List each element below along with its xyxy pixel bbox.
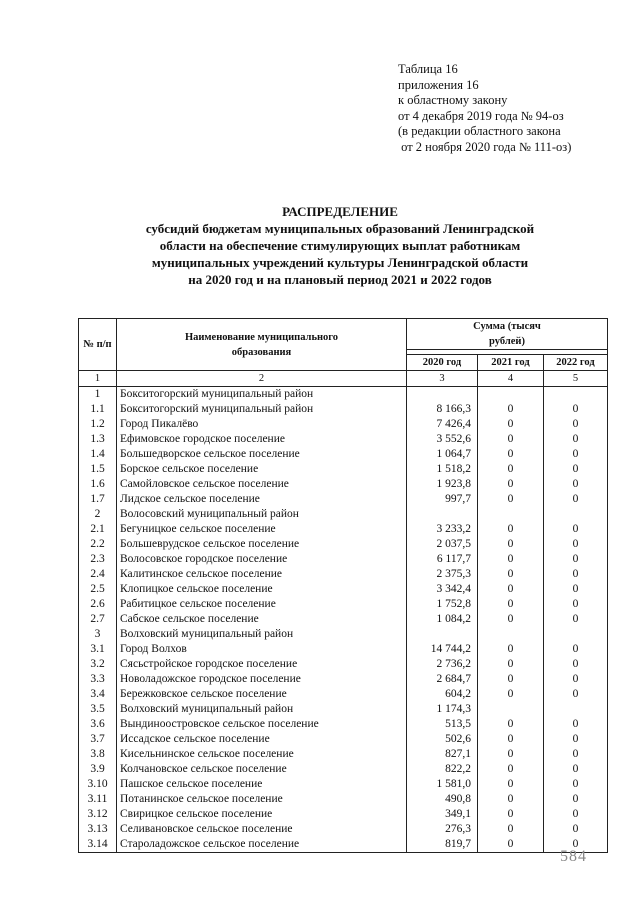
row-value-2022: 0 bbox=[544, 717, 608, 732]
row-value-2022: 0 bbox=[544, 492, 608, 507]
row-value-2022: 0 bbox=[544, 582, 608, 597]
row-value-2022: 0 bbox=[544, 522, 608, 537]
document-header bbox=[398, 62, 571, 156]
col-header-2020: 2020 год bbox=[407, 355, 478, 371]
row-value-2020: 1 518,2 bbox=[407, 462, 478, 477]
col-header-name: Наименование муниципального образования bbox=[117, 319, 407, 371]
table-row bbox=[79, 642, 608, 657]
col-number: 3 bbox=[407, 371, 478, 387]
row-value-2020 bbox=[407, 627, 478, 642]
row-value-2020: 997,7 bbox=[407, 492, 478, 507]
row-value-2022: 0 bbox=[544, 447, 608, 462]
table-row bbox=[79, 492, 608, 507]
row-name: Кисельнинское сельское поселение bbox=[117, 747, 407, 762]
row-name: Пашское сельское поселение bbox=[117, 777, 407, 792]
row-number: 1.1 bbox=[79, 402, 117, 417]
table-row bbox=[79, 597, 608, 612]
row-number: 3.3 bbox=[79, 672, 117, 687]
row-value-2020: 490,8 bbox=[407, 792, 478, 807]
row-name: Город Пикалёво bbox=[117, 417, 407, 432]
table-row bbox=[79, 522, 608, 537]
row-value-2021: 0 bbox=[478, 732, 544, 747]
col-number: 5 bbox=[544, 371, 608, 387]
title-line: области на обеспечение стимулирующих выплат работникам bbox=[159, 238, 521, 253]
row-name: Большеврудское сельское поселение bbox=[117, 537, 407, 552]
row-value-2021: 0 bbox=[478, 462, 544, 477]
row-value-2020: 1 581,0 bbox=[407, 777, 478, 792]
row-name: Колчановское сельское поселение bbox=[117, 762, 407, 777]
row-name: Бегуницкое сельское поселение bbox=[117, 522, 407, 537]
row-value-2021: 0 bbox=[478, 417, 544, 432]
row-name: Новоладожское городское поселение bbox=[117, 672, 407, 687]
col-header-2021: 2021 год bbox=[478, 355, 544, 371]
row-number: 3.5 bbox=[79, 702, 117, 717]
col-number: 2 bbox=[117, 371, 407, 387]
row-value-2021: 0 bbox=[478, 582, 544, 597]
row-number: 2.4 bbox=[79, 567, 117, 582]
row-value-2022: 0 bbox=[544, 837, 608, 853]
row-value-2021: 0 bbox=[478, 432, 544, 447]
row-value-2021 bbox=[478, 507, 544, 522]
row-number: 2.7 bbox=[79, 612, 117, 627]
row-number: 2.2 bbox=[79, 537, 117, 552]
row-name: Иссадское сельское поселение bbox=[117, 732, 407, 747]
table-row bbox=[79, 552, 608, 567]
row-value-2020: 7 426,4 bbox=[407, 417, 478, 432]
page-stamp: 584 bbox=[560, 848, 587, 865]
row-value-2020: 604,2 bbox=[407, 687, 478, 702]
row-value-2021: 0 bbox=[478, 492, 544, 507]
row-name: Сясьстройское городское поселение bbox=[117, 657, 407, 672]
row-name: Сабское сельское поселение bbox=[117, 612, 407, 627]
row-number: 3.14 bbox=[79, 837, 117, 853]
row-value-2020: 502,6 bbox=[407, 732, 478, 747]
table-row bbox=[79, 627, 608, 642]
table-body bbox=[79, 387, 608, 853]
row-name: Бережковское сельское поселение bbox=[117, 687, 407, 702]
title-line: РАСПРЕДЕЛЕНИЕ bbox=[282, 204, 398, 219]
row-name: Свирицкое сельское поселение bbox=[117, 807, 407, 822]
row-value-2022 bbox=[544, 702, 608, 717]
row-value-2020: 3 233,2 bbox=[407, 522, 478, 537]
row-number: 3.13 bbox=[79, 822, 117, 837]
table-row bbox=[79, 702, 608, 717]
row-value-2022: 0 bbox=[544, 807, 608, 822]
row-number: 3.1 bbox=[79, 642, 117, 657]
table-row bbox=[79, 417, 608, 432]
row-number: 2.1 bbox=[79, 522, 117, 537]
row-value-2020: 827,1 bbox=[407, 747, 478, 762]
row-value-2020: 513,5 bbox=[407, 717, 478, 732]
row-name: Волосовское городское поселение bbox=[117, 552, 407, 567]
row-number: 1.4 bbox=[79, 447, 117, 462]
row-value-2022: 0 bbox=[544, 432, 608, 447]
row-value-2021: 0 bbox=[478, 672, 544, 687]
row-value-2022: 0 bbox=[544, 612, 608, 627]
table-row bbox=[79, 657, 608, 672]
row-value-2021: 0 bbox=[478, 687, 544, 702]
col-header-2022: 2022 год bbox=[544, 355, 608, 371]
row-value-2021 bbox=[478, 627, 544, 642]
row-number: 2.6 bbox=[79, 597, 117, 612]
table-row bbox=[79, 447, 608, 462]
table-row bbox=[79, 807, 608, 822]
row-value-2022: 0 bbox=[544, 777, 608, 792]
row-value-2020: 1 084,2 bbox=[407, 612, 478, 627]
row-name: Волховский муниципальный район bbox=[117, 702, 407, 717]
table-row bbox=[79, 507, 608, 522]
table-row bbox=[79, 732, 608, 747]
row-value-2022: 0 bbox=[544, 732, 608, 747]
row-value-2020 bbox=[407, 387, 478, 403]
row-value-2021: 0 bbox=[478, 807, 544, 822]
row-name: Рабитицкое сельское поселение bbox=[117, 597, 407, 612]
row-number: 3.6 bbox=[79, 717, 117, 732]
table-row bbox=[79, 762, 608, 777]
row-number: 3.4 bbox=[79, 687, 117, 702]
row-name: Борское сельское поселение bbox=[117, 462, 407, 477]
row-value-2020: 2 375,3 bbox=[407, 567, 478, 582]
row-value-2021: 0 bbox=[478, 597, 544, 612]
row-value-2022: 0 bbox=[544, 792, 608, 807]
row-value-2021: 0 bbox=[478, 642, 544, 657]
row-value-2021: 0 bbox=[478, 612, 544, 627]
row-value-2020: 822,2 bbox=[407, 762, 478, 777]
row-value-2022: 0 bbox=[544, 642, 608, 657]
table-row bbox=[79, 567, 608, 582]
table-row bbox=[79, 477, 608, 492]
row-value-2022: 0 bbox=[544, 537, 608, 552]
row-number: 1 bbox=[79, 387, 117, 403]
row-name: Клопицкое сельское поселение bbox=[117, 582, 407, 597]
row-value-2021: 0 bbox=[478, 837, 544, 853]
row-value-2021: 0 bbox=[478, 477, 544, 492]
title-line: муниципальных учреждений культуры Ленинградской области bbox=[151, 255, 529, 270]
col-number: 1 bbox=[79, 371, 117, 387]
row-name: Староладожское сельское поселение bbox=[117, 837, 407, 853]
row-name: Ефимовское городское поселение bbox=[117, 432, 407, 447]
row-value-2020: 1 752,8 bbox=[407, 597, 478, 612]
distribution-table bbox=[78, 318, 608, 853]
row-value-2022: 0 bbox=[544, 417, 608, 432]
row-value-2020: 14 744,2 bbox=[407, 642, 478, 657]
row-number: 1.3 bbox=[79, 432, 117, 447]
header-line: к областному закону bbox=[398, 93, 508, 108]
table-row bbox=[79, 822, 608, 837]
row-number: 3 bbox=[79, 627, 117, 642]
row-number: 3.9 bbox=[79, 762, 117, 777]
document-title bbox=[90, 203, 590, 288]
row-value-2021: 0 bbox=[478, 792, 544, 807]
row-name: Вындиноостровское сельское поселение bbox=[117, 717, 407, 732]
row-value-2022: 0 bbox=[544, 747, 608, 762]
header-line: Таблица 16 bbox=[398, 62, 458, 76]
row-value-2022: 0 bbox=[544, 552, 608, 567]
row-value-2020: 1 064,7 bbox=[407, 447, 478, 462]
row-value-2021: 0 bbox=[478, 537, 544, 552]
table-row bbox=[79, 717, 608, 732]
row-value-2020: 6 117,7 bbox=[407, 552, 478, 567]
row-number: 3.12 bbox=[79, 807, 117, 822]
row-number: 3.8 bbox=[79, 747, 117, 762]
row-value-2021: 0 bbox=[478, 762, 544, 777]
row-number: 1.2 bbox=[79, 417, 117, 432]
table-row bbox=[79, 387, 608, 403]
row-number: 3.11 bbox=[79, 792, 117, 807]
row-number: 3.10 bbox=[79, 777, 117, 792]
row-name: Лидское сельское поселение bbox=[117, 492, 407, 507]
table-row bbox=[79, 687, 608, 702]
row-value-2022: 0 bbox=[544, 567, 608, 582]
row-value-2021: 0 bbox=[478, 402, 544, 417]
row-value-2022 bbox=[544, 627, 608, 642]
row-value-2020: 8 166,3 bbox=[407, 402, 478, 417]
header-line: от 2 ноября 2020 года № 111-оз) bbox=[398, 139, 572, 154]
row-value-2020: 2 736,2 bbox=[407, 657, 478, 672]
row-value-2022: 0 bbox=[544, 672, 608, 687]
row-value-2021: 0 bbox=[478, 567, 544, 582]
row-value-2022: 0 bbox=[544, 762, 608, 777]
row-value-2020: 1 923,8 bbox=[407, 477, 478, 492]
row-value-2020: 819,7 bbox=[407, 837, 478, 853]
table-row bbox=[79, 537, 608, 552]
row-value-2020: 2 037,5 bbox=[407, 537, 478, 552]
row-name: Селивановское сельское поселение bbox=[117, 822, 407, 837]
row-value-2021: 0 bbox=[478, 747, 544, 762]
row-number: 2 bbox=[79, 507, 117, 522]
row-name: Большедворское сельское поселение bbox=[117, 447, 407, 462]
row-value-2020: 1 174,3 bbox=[407, 702, 478, 717]
row-name: Калитинское сельское поселение bbox=[117, 567, 407, 582]
row-value-2021 bbox=[478, 387, 544, 403]
row-number: 2.5 bbox=[79, 582, 117, 597]
row-name: Самойловское сельское поселение bbox=[117, 477, 407, 492]
row-value-2022: 0 bbox=[544, 477, 608, 492]
row-name: Город Волхов bbox=[117, 642, 407, 657]
row-number: 1.5 bbox=[79, 462, 117, 477]
table-row bbox=[79, 747, 608, 762]
table-row bbox=[79, 582, 608, 597]
row-name: Потанинское сельское поселение bbox=[117, 792, 407, 807]
row-number: 3.2 bbox=[79, 657, 117, 672]
row-value-2022: 0 bbox=[544, 657, 608, 672]
row-name: Волосовский муниципальный район bbox=[117, 507, 407, 522]
row-value-2021: 0 bbox=[478, 822, 544, 837]
row-value-2022 bbox=[544, 507, 608, 522]
header-line: (в редакции областного закона bbox=[398, 124, 561, 139]
row-value-2022: 0 bbox=[544, 462, 608, 477]
row-value-2022: 0 bbox=[544, 402, 608, 417]
row-value-2022: 0 bbox=[544, 822, 608, 837]
row-number: 1.7 bbox=[79, 492, 117, 507]
row-name: Бокситогорский муниципальный район bbox=[117, 402, 407, 417]
row-value-2021 bbox=[478, 702, 544, 717]
header-line: от 4 декабря 2019 года № 94-оз bbox=[398, 108, 564, 123]
row-value-2020: 3 342,4 bbox=[407, 582, 478, 597]
table-row bbox=[79, 837, 608, 853]
header-line: приложения 16 bbox=[398, 77, 479, 92]
table-row bbox=[79, 402, 608, 417]
row-value-2021: 0 bbox=[478, 657, 544, 672]
row-value-2022: 0 bbox=[544, 597, 608, 612]
row-value-2022 bbox=[544, 387, 608, 403]
row-value-2021: 0 bbox=[478, 447, 544, 462]
row-name: Волховский муниципальный район bbox=[117, 627, 407, 642]
row-value-2020: 3 552,6 bbox=[407, 432, 478, 447]
col-number: 4 bbox=[478, 371, 544, 387]
table-row bbox=[79, 792, 608, 807]
table-row bbox=[79, 462, 608, 477]
row-value-2021: 0 bbox=[478, 522, 544, 537]
row-name: Бокситогорский муниципальный район bbox=[117, 387, 407, 403]
row-value-2020: 276,3 bbox=[407, 822, 478, 837]
row-value-2021: 0 bbox=[478, 717, 544, 732]
col-header-sum: Сумма (тысяч рублей) bbox=[407, 319, 608, 350]
title-line: субсидий бюджетам муниципальных образований Ленинградской bbox=[145, 221, 535, 236]
table-row bbox=[79, 432, 608, 447]
col-header-number: № п/п bbox=[79, 319, 117, 371]
table-row bbox=[79, 777, 608, 792]
title-line: на 2020 год и на плановый период 2021 и 2022 годов bbox=[188, 272, 492, 287]
row-number: 1.6 bbox=[79, 477, 117, 492]
row-value-2020: 349,1 bbox=[407, 807, 478, 822]
row-value-2020: 2 684,7 bbox=[407, 672, 478, 687]
table-row bbox=[79, 612, 608, 627]
row-value-2022: 0 bbox=[544, 687, 608, 702]
table-row bbox=[79, 672, 608, 687]
row-value-2021: 0 bbox=[478, 777, 544, 792]
row-value-2021: 0 bbox=[478, 552, 544, 567]
row-number: 2.3 bbox=[79, 552, 117, 567]
row-number: 3.7 bbox=[79, 732, 117, 747]
row-value-2020 bbox=[407, 507, 478, 522]
